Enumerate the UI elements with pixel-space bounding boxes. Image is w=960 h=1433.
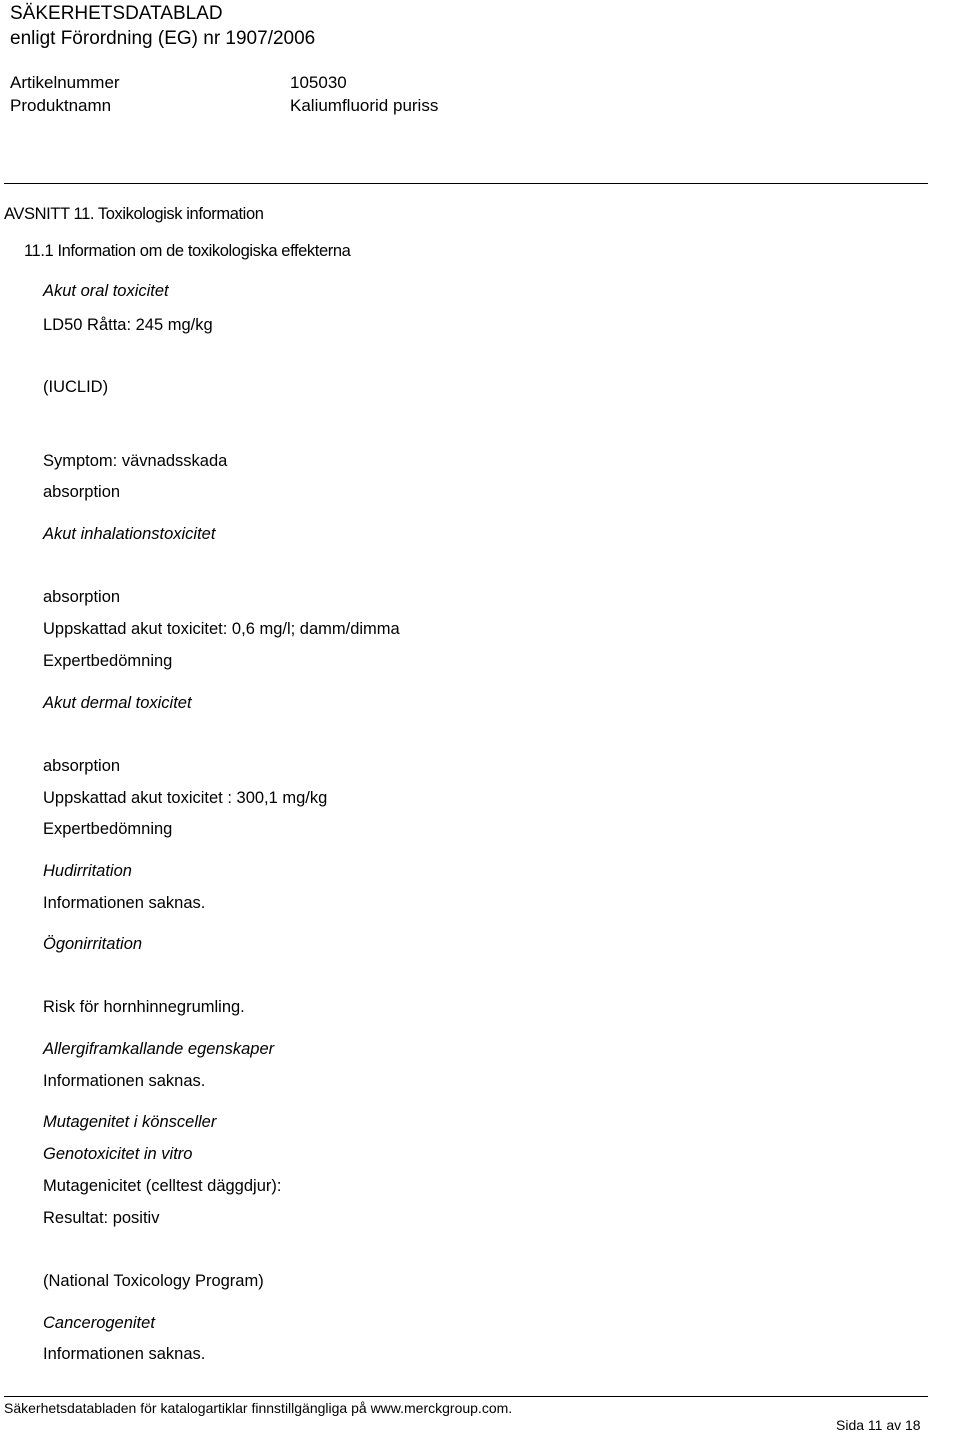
dermal-route: absorption	[43, 757, 121, 775]
mutagenicity-source: (National Toxicology Program)	[43, 1272, 264, 1290]
genotoxicity-heading: Genotoxicitet in vitro	[43, 1145, 193, 1163]
oral-symptom: Symptom: vävnadsskada	[43, 452, 228, 470]
carcinogenicity-text: Informationen saknas.	[43, 1345, 206, 1363]
regulation-subtitle: enligt Förordning (EG) nr 1907/2006	[10, 28, 316, 49]
mutagenicity-heading: Mutagenitet i könsceller	[43, 1113, 217, 1131]
inhalation-method: Expertbedömning	[43, 652, 173, 670]
document-title: SÄKERHETSDATABLAD	[10, 3, 223, 24]
sensitization-heading: Allergiframkallande egenskaper	[43, 1040, 275, 1058]
product-name-label: Produktnamn	[10, 96, 112, 115]
header-divider	[4, 183, 928, 184]
dermal-toxicity-heading: Akut dermal toxicitet	[43, 694, 192, 712]
oral-route: absorption	[43, 483, 121, 501]
skin-irritation-heading: Hudirritation	[43, 862, 132, 880]
inhalation-route: absorption	[43, 588, 121, 606]
page-number: Sida 11 av 18	[836, 1417, 921, 1433]
dermal-method: Expertbedömning	[43, 820, 173, 838]
section-title: AVSNITT 11. Toxikologisk information	[4, 205, 264, 223]
article-number-label: Artikelnummer	[10, 73, 120, 92]
oral-source: (IUCLID)	[43, 378, 109, 396]
eye-irritation-heading: Ögonirritation	[43, 935, 143, 953]
footer-divider	[4, 1396, 928, 1397]
carcinogenicity-heading: Cancerogenitet	[43, 1314, 155, 1332]
skin-irritation-text: Informationen saknas.	[43, 894, 206, 912]
inhalation-toxicity-heading: Akut inhalationstoxicitet	[43, 525, 216, 543]
footer-note: Säkerhetsdatabladen för katalogartiklar finnstillgängliga på www.merckgroup.com.	[4, 1400, 513, 1416]
inhalation-estimate: Uppskattad akut toxicitet: 0,6 mg/l; damm/dimma	[43, 620, 400, 638]
oral-toxicity-heading: Akut oral toxicitet	[43, 282, 169, 300]
oral-ld50: LD50 Råtta: 245 mg/kg	[43, 316, 213, 334]
dermal-estimate: Uppskattad akut toxicitet : 300,1 mg/kg	[43, 789, 328, 807]
mutagenicity-result: Resultat: positiv	[43, 1209, 160, 1227]
article-number-value: 105030	[290, 73, 347, 92]
eye-irritation-text: Risk för hornhinnegrumling.	[43, 998, 245, 1016]
product-name-value: Kaliumfluorid puriss	[290, 96, 439, 115]
mutagenicity-test: Mutagenicitet (celltest däggdjur):	[43, 1177, 282, 1195]
sensitization-text: Informationen saknas.	[43, 1072, 206, 1090]
subsection-title: 11.1 Information om de toxikologiska effekterna	[24, 242, 351, 260]
